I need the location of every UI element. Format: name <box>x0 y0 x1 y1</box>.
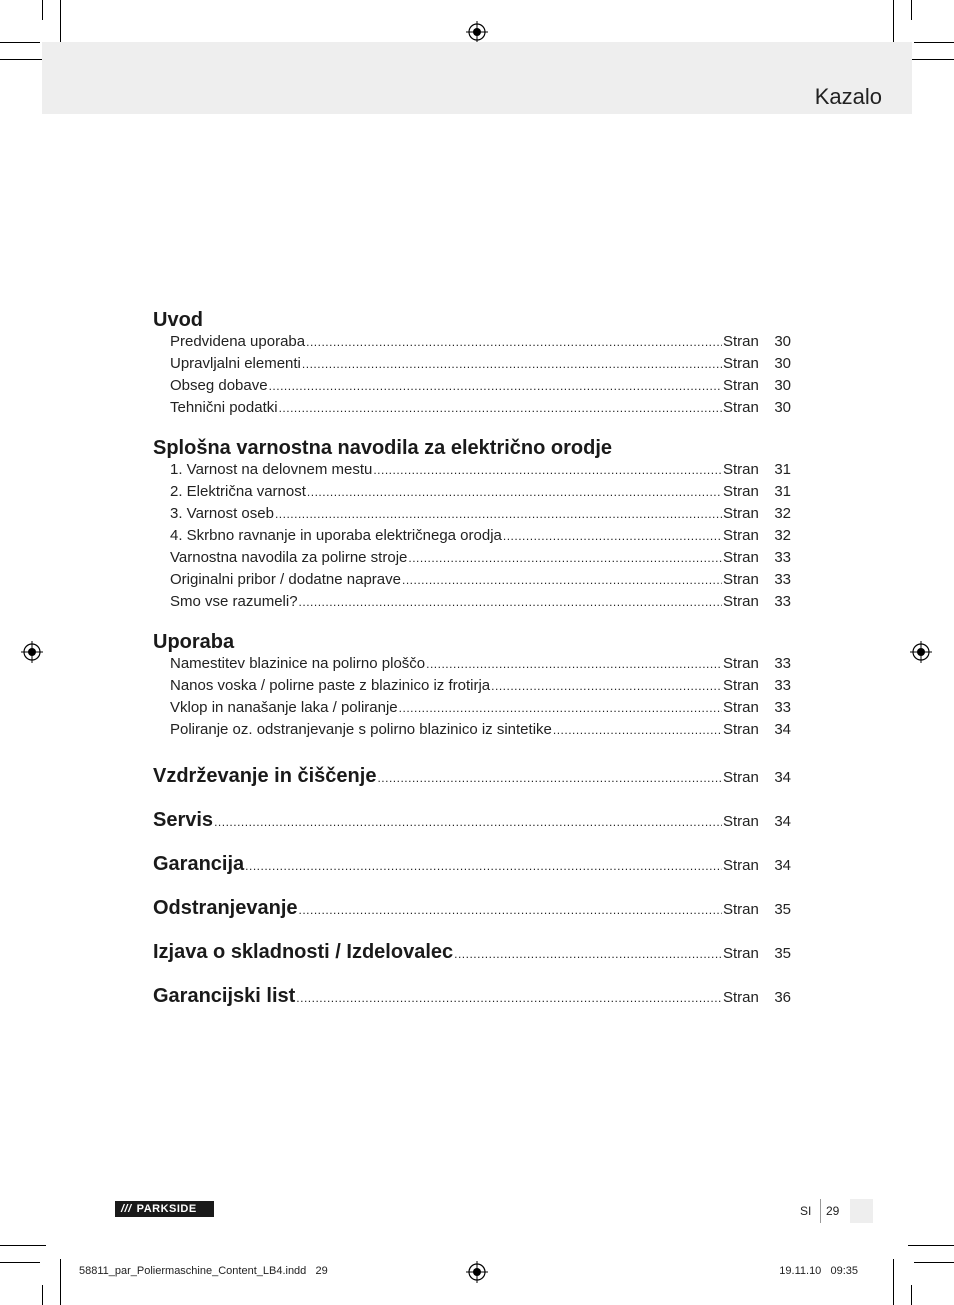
toc-major-entry[interactable] <box>153 977 791 1021</box>
entry-stran: Stran <box>723 549 759 566</box>
entry-label: Upravljalni elementi <box>170 355 301 372</box>
entry-stran: Stran <box>723 461 759 478</box>
entry-stran: Stran <box>723 483 759 500</box>
leader-dots <box>408 551 722 565</box>
toc-entry[interactable] <box>153 721 791 743</box>
brand-slashes: /// <box>121 1203 132 1215</box>
entry-page: 34 <box>774 721 791 738</box>
leader-dots <box>454 947 722 961</box>
leader-dots <box>402 573 722 587</box>
entry-stran: Stran <box>723 989 759 1006</box>
entry-page: 30 <box>774 399 791 416</box>
toc-entry[interactable] <box>153 527 791 549</box>
slug-file-info: 58811_par_Poliermaschine_Content_LB4.indd 29 <box>79 1265 328 1277</box>
entry-stran: Stran <box>723 593 759 610</box>
entry-label: Originalni pribor / dodatne naprave <box>170 571 401 588</box>
entry-stran: Stran <box>723 505 759 522</box>
entry-stran: Stran <box>723 655 759 672</box>
crop-mark <box>60 0 61 46</box>
entry-stran: Stran <box>723 571 759 588</box>
toc-major-entry[interactable] <box>153 845 791 889</box>
crop-mark <box>914 1262 954 1263</box>
crop-mark <box>911 1285 912 1305</box>
entry-label: Varnostna navodila za polirne stroje <box>170 549 408 566</box>
leader-dots <box>279 401 722 415</box>
crop-mark <box>42 0 43 20</box>
toc-entry[interactable] <box>153 399 791 421</box>
leader-dots <box>296 991 722 1005</box>
entry-label: Vzdrževanje in čiščenje <box>153 765 377 787</box>
crop-mark <box>60 1259 61 1305</box>
language-code: SI <box>800 1204 812 1218</box>
toc-entry[interactable] <box>153 483 791 505</box>
entry-stran: Stran <box>723 355 759 372</box>
footer-tab <box>850 1199 873 1223</box>
entry-page: 32 <box>774 527 791 544</box>
entry-page: 33 <box>774 549 791 566</box>
registration-mark-icon <box>466 1261 488 1283</box>
leader-dots <box>426 657 722 671</box>
entry-stran: Stran <box>723 677 759 694</box>
entry-page: 31 <box>774 461 791 478</box>
leader-dots <box>214 815 722 829</box>
entry-label: Namestitev blazinice na polirno ploščo <box>170 655 426 672</box>
entry-stran: Stran <box>723 333 759 350</box>
section-heading: Uvod <box>153 309 203 331</box>
entry-page: 33 <box>774 699 791 716</box>
entry-label: Smo vse razumeli? <box>170 593 298 610</box>
crop-mark <box>0 42 40 43</box>
leader-dots <box>373 463 722 477</box>
entry-label: Obseg dobave <box>170 377 268 394</box>
entry-page: 33 <box>774 571 791 588</box>
entry-stran: Stran <box>723 721 759 738</box>
crop-mark <box>908 1245 954 1246</box>
parkside-logo <box>115 1201 214 1217</box>
toc-major-entry[interactable] <box>153 889 791 933</box>
entry-page: 33 <box>774 655 791 672</box>
toc-entry[interactable] <box>153 333 791 355</box>
entry-stran: Stran <box>723 813 759 830</box>
entry-page: 35 <box>774 945 791 962</box>
leader-dots <box>299 903 722 917</box>
entry-page: 30 <box>774 333 791 350</box>
entry-stran: Stran <box>723 377 759 394</box>
crop-mark <box>0 1245 46 1246</box>
entry-label: Garancija <box>153 853 245 875</box>
toc-section <box>153 307 791 421</box>
brand-name: PARKSIDE <box>136 1203 197 1215</box>
crop-mark <box>0 59 46 60</box>
registration-mark-icon <box>466 21 488 43</box>
leader-dots <box>275 507 722 521</box>
toc-major-entry[interactable] <box>153 933 791 977</box>
entry-label: Servis <box>153 809 214 831</box>
toc-entry[interactable] <box>153 699 791 721</box>
entry-stran: Stran <box>723 699 759 716</box>
table-of-contents <box>153 307 791 1021</box>
page-number: 29 <box>826 1204 840 1218</box>
leader-dots <box>269 379 722 393</box>
crop-mark <box>42 1285 43 1305</box>
entry-page: 30 <box>774 377 791 394</box>
entry-label: 1. Varnost na delovnem mestu <box>170 461 373 478</box>
entry-label: Poliranje oz. odstranjevanje s polirno blazinico iz sintetike <box>170 721 552 738</box>
entry-label: 2. Električna varnost <box>170 483 306 500</box>
page-title: Kazalo <box>814 84 882 109</box>
toc-entry[interactable] <box>153 549 791 571</box>
footer-divider <box>820 1199 821 1223</box>
leader-dots <box>553 723 722 737</box>
entry-page: 33 <box>774 593 791 610</box>
entry-page: 36 <box>774 989 791 1006</box>
toc-entry[interactable] <box>153 377 791 399</box>
registration-mark-icon <box>21 641 43 663</box>
leader-dots <box>399 701 722 715</box>
crop-mark <box>908 59 954 60</box>
toc-major-entry[interactable] <box>153 757 791 801</box>
entry-label: 3. Varnost oseb <box>170 505 274 522</box>
entry-label: Predvidena uporaba <box>170 333 306 350</box>
crop-mark <box>893 0 894 46</box>
entry-page: 30 <box>774 355 791 372</box>
entry-stran: Stran <box>723 399 759 416</box>
leader-dots <box>491 679 722 693</box>
header-band <box>42 42 912 114</box>
leader-dots <box>302 357 722 371</box>
entry-page: 34 <box>774 769 791 786</box>
entry-stran: Stran <box>723 527 759 544</box>
leader-dots <box>503 529 722 543</box>
entry-page: 35 <box>774 901 791 918</box>
toc-entry[interactable] <box>153 655 791 677</box>
entry-label: Izjava o skladnosti / Izdelovalec <box>153 941 454 963</box>
entry-stran: Stran <box>723 901 759 918</box>
entry-label: Nanos voska / polirne paste z blazinico iz frotirja <box>170 677 491 694</box>
section-heading: Splošna varnostna navodila za električno orodje <box>153 437 613 459</box>
leader-dots <box>377 771 722 785</box>
toc-entry[interactable] <box>153 505 791 527</box>
toc-entry[interactable] <box>153 461 791 483</box>
leader-dots <box>299 595 722 609</box>
toc-section <box>153 629 791 743</box>
toc-entry[interactable] <box>153 677 791 699</box>
entry-label: Tehnični podatki <box>170 399 278 416</box>
section-heading: Uporaba <box>153 631 235 653</box>
entry-page: 33 <box>774 677 791 694</box>
slug-date-info: 19.11.10 09:35 <box>779 1265 858 1277</box>
crop-mark <box>914 42 954 43</box>
entry-page: 32 <box>774 505 791 522</box>
leader-dots <box>245 859 722 873</box>
toc-entry[interactable] <box>153 571 791 593</box>
entry-stran: Stran <box>723 769 759 786</box>
crop-mark <box>911 0 912 20</box>
entry-stran: Stran <box>723 945 759 962</box>
toc-entry[interactable] <box>153 355 791 377</box>
leader-dots <box>307 485 722 499</box>
entry-label: Odstranjevanje <box>153 897 298 919</box>
entry-label: Garancijski list <box>153 985 296 1007</box>
entry-stran: Stran <box>723 857 759 874</box>
leader-dots <box>306 335 722 349</box>
toc-section <box>153 435 791 615</box>
crop-mark <box>0 1262 40 1263</box>
entry-page: 34 <box>774 857 791 874</box>
entry-page: 31 <box>774 483 791 500</box>
entry-page: 34 <box>774 813 791 830</box>
entry-label: Vklop in nanašanje laka / poliranje <box>170 699 398 716</box>
registration-mark-icon <box>910 641 932 663</box>
toc-major-entry[interactable] <box>153 801 791 845</box>
toc-entry[interactable] <box>153 593 791 615</box>
crop-mark <box>893 1259 894 1305</box>
entry-label: 4. Skrbno ravnanje in uporaba električnega orodja <box>170 527 502 544</box>
